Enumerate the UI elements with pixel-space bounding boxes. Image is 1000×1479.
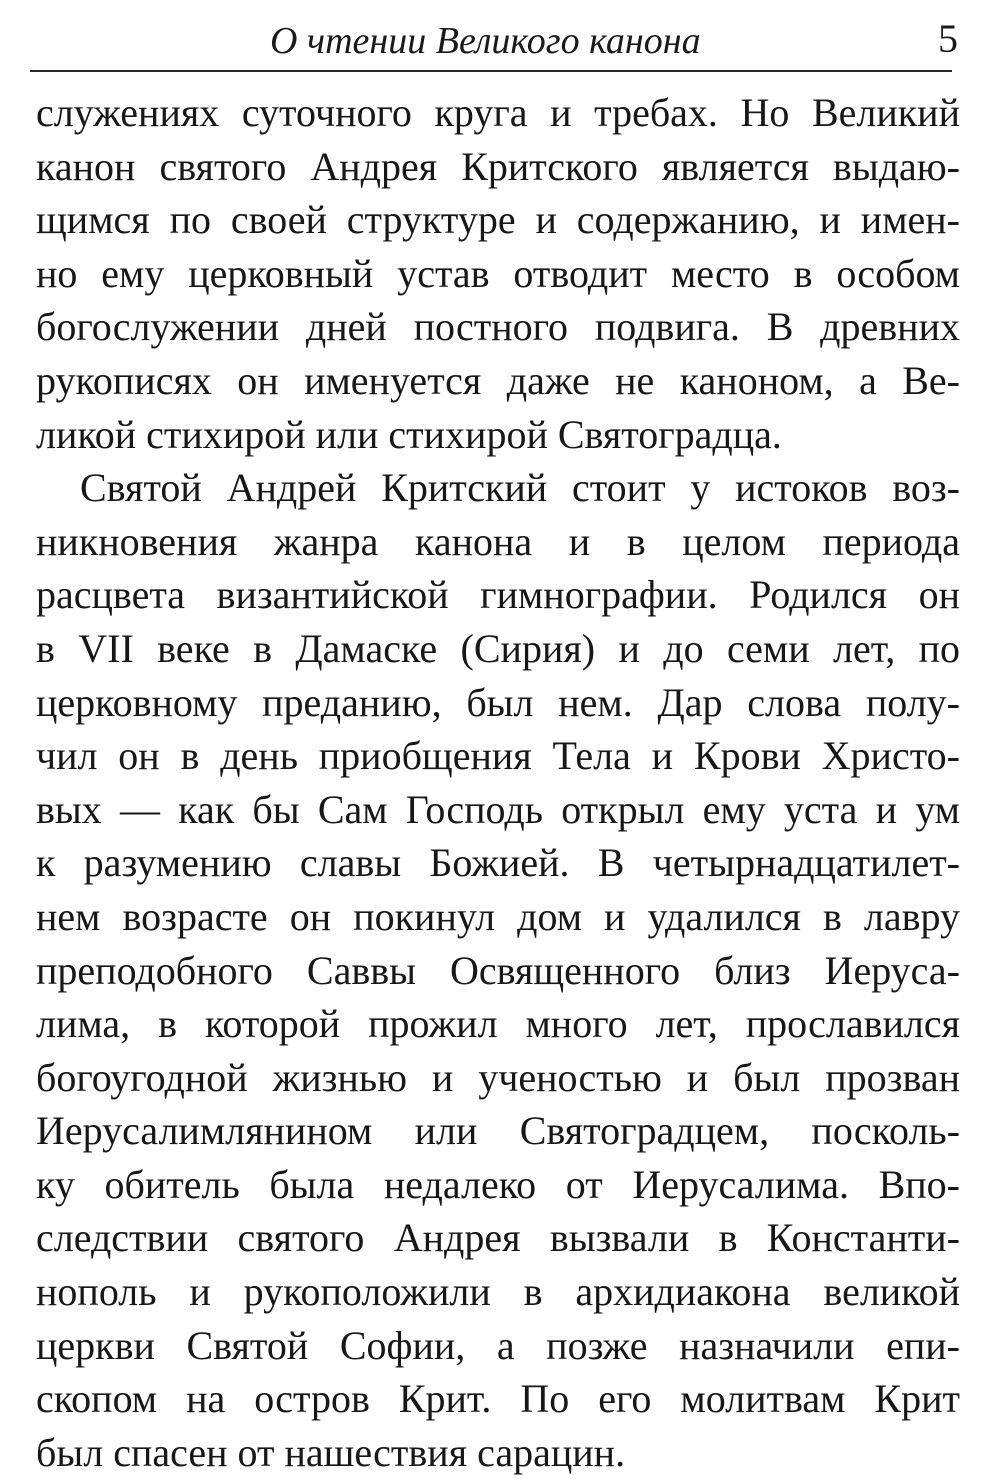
text-line: был спасен от нашествия сарацин.: [36, 1429, 626, 1475]
text-line: церковному преданию, был нем. Дар слова полу-: [36, 679, 960, 725]
text-line: нополь и рукоположили в архидиакона великой: [36, 1269, 960, 1315]
text-line: лима, в которой прожил много лет, прославился: [36, 1001, 960, 1047]
header-rule: [30, 70, 952, 72]
text-line: Святой Андрей Критский стоит у истоков воз-: [80, 465, 960, 511]
text-line: Иерусалимлянином или Святоградцем, посколь-: [36, 1108, 960, 1154]
body-text: [36, 86, 960, 1479]
text-line: к разумению славы Божией. В четырнадцатилет-: [36, 840, 960, 886]
text-line: преподобного Саввы Освященного близ Иеруса-: [36, 947, 960, 993]
text-line: в VII веке в Дамаске (Сирия) и до семи лет, по: [36, 625, 960, 671]
running-title: О чтении Великого канона: [270, 20, 701, 62]
text-line: никновения жанра канона и в целом периода: [36, 518, 960, 564]
paragraph-1: [36, 86, 960, 461]
text-line: церкви Святой Софии, а позже назначили епи-: [36, 1322, 960, 1368]
text-line: чил он в день приобщения Тела и Крови Христо-: [36, 733, 960, 779]
running-head: [30, 10, 960, 70]
text-line: служениях суточного круга и требах. Но Великий: [36, 90, 960, 135]
text-line: но ему церковный устав отводит место в особом: [36, 250, 960, 296]
text-line: нем возрасте он покинул дом и удалился в лавру: [36, 893, 960, 939]
text-line: щимся по своей структуре и содержанию, и имен-: [36, 197, 960, 243]
text-line: вых — как бы Сам Господь открыл ему уста и ум: [36, 786, 960, 832]
text-line: ку обитель была недалеко от Иерусалима. Впо-: [36, 1161, 960, 1207]
text-line: богослужении дней постного подвига. В древних: [36, 304, 960, 350]
page-number: 5: [938, 16, 958, 61]
text-line: рукописях он именуется даже не каноном, а Ве-: [36, 357, 960, 403]
text-line: скопом на остров Крит. По его молитвам Крит: [36, 1376, 960, 1422]
text-line: богоугодной жизнью и ученостью и был прозван: [36, 1054, 960, 1100]
text-line: расцвета византийской гимнографии. Родился он: [36, 572, 960, 618]
text-line: ликой стихирой или стихирой Святоградца.: [36, 411, 782, 457]
text-line: канон святого Андрея Критского является выдаю-: [36, 143, 960, 189]
paragraph-2: [36, 461, 960, 1479]
text-line: следствии святого Андрея вызвали в Константи-: [36, 1215, 960, 1261]
